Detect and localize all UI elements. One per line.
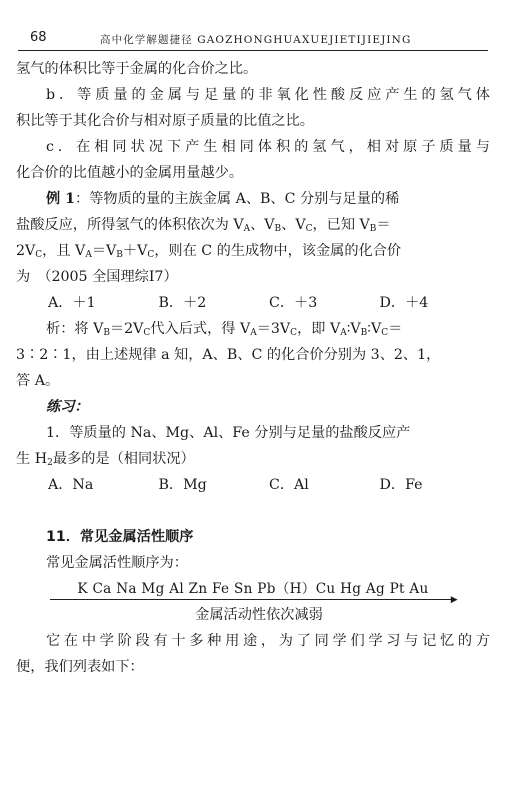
page-header [18, 28, 488, 51]
example-text-3a: 2V [16, 243, 36, 259]
paragraph-c-line1: c．在相同状况下产生相同体积的氢气，相对原子质量与 [46, 139, 490, 155]
paragraph-c-line2: 化合价的比值越小的金属用量越少。 [16, 165, 244, 181]
practice-line1: 1．等质量的 Na、Mg、Al、Fe 分别与足量的盐酸反应产 [46, 425, 411, 441]
analysis-text-a: 析：将 V [46, 321, 104, 337]
option-a: A．＋1 [48, 295, 96, 311]
sub-c: C [290, 328, 298, 338]
example-options [16, 290, 490, 316]
sub-c: C [305, 224, 313, 234]
metal-activity-series [50, 576, 458, 605]
sub-a: A [85, 250, 92, 260]
sub-a: A [243, 224, 251, 234]
sub-c: C [381, 328, 389, 338]
sub-b: B [360, 328, 368, 338]
example-label: 例 1 [46, 191, 75, 207]
arrow-right-icon: ▶ [450, 595, 458, 605]
option-c: C．＋3 [269, 295, 318, 311]
option-b: B．＋2 [158, 295, 207, 311]
option-d: D．＋4 [379, 295, 429, 311]
analysis-text-d: ＝3V [256, 321, 291, 337]
example-line4: 为 （2005 全国理综Ⅰ7） [16, 269, 178, 285]
paragraph-a-end: 氢气的体积比等于金属的化合价之比。 [16, 61, 258, 77]
practice-option-d: D．Fe [379, 477, 423, 493]
sub-c: C [143, 328, 151, 338]
practice-label: 练习： [46, 399, 89, 415]
sub-a: A [340, 328, 347, 338]
example-text-3d: ＋V [122, 243, 148, 259]
practice-text-a: 生 H [16, 451, 48, 467]
practice-options [16, 472, 490, 498]
example-text-3c: ＝V [91, 243, 117, 259]
sub-2: 2 [47, 458, 53, 468]
example-text-2: 盐酸反应，所得氢气的体积依次为 V [16, 217, 244, 233]
arrow-line [50, 599, 456, 600]
sub-c: C [35, 250, 43, 260]
closing-line1: 它在中学阶段有十多种用途，为了同学们学习与记忆的方 [46, 633, 490, 649]
closing-line2: 便，我们列表如下： [16, 659, 144, 675]
example-text-3e: ，则在 C 的生成物中，该金属的化合价 [154, 243, 402, 259]
section-title: 11．常见金属活性顺序 [46, 529, 194, 545]
sub-c: C [147, 250, 155, 260]
paragraph-b-line1: b．等质量的金属与足量的非氧化性酸反应产生的氢气体 [46, 87, 490, 103]
practice-option-a: A．Na [48, 477, 94, 493]
page-body [16, 56, 490, 680]
analysis-line1: 析：将 $V_B=2V_C$代入后式，得 $V_A=3V_C$，即 $V_A∶V_B∶V_C=$ [46, 321, 403, 338]
paragraph-b-line2: 积比等于其化合价与相对原子质量的比值之比。 [16, 113, 314, 129]
example-text-3b: ，且 V [42, 243, 86, 259]
example-line1 [16, 186, 490, 212]
metal-series-text: K Ca Na Mg Al Zn Fe Sn Pb（H）Cu Hg Ag Pt Au [77, 581, 429, 597]
sub-a: A [250, 328, 257, 338]
metal-series-caption: 金属活动性依次减弱 [195, 607, 323, 623]
example-line2: 盐酸反应，所得氢气的体积依次为 $V_A$、$V_B$、$V_C$，已知 $V_B=$ [16, 217, 391, 234]
practice-line2 [16, 446, 490, 472]
page-number: 68 [30, 30, 47, 45]
sub-b: B [274, 224, 282, 234]
analysis-text-c: 代入后式，得 V [150, 321, 251, 337]
analysis-line2: 3∶2∶1，由上述规律 a 知，A、B、C 的化合价分别为 3、2、1， [16, 347, 441, 363]
example-line3 [16, 238, 490, 264]
section-intro: 常见金属活性顺序为： [46, 555, 188, 571]
running-title: 高中化学解题捷径 GAOZHONGHUAXUEJIETIJIEJING [100, 34, 412, 46]
blank-line [16, 498, 490, 524]
sub-b: B [103, 328, 110, 338]
analysis-text-b: ＝2V [109, 321, 144, 337]
practice-text-b: 最多的是（相同状况） [52, 451, 195, 467]
example-text-1: ：等物质的量的主族金属 A、B、C 分别与足量的稀 [75, 191, 400, 207]
practice-option-c: C．Al [269, 477, 309, 493]
sub-b: B [116, 250, 123, 260]
sub-b: B [369, 224, 377, 234]
practice-option-b: B．Mg [158, 477, 207, 493]
analysis-line3: 答 A。 [16, 373, 60, 389]
analysis-text-e: ，即 V [297, 321, 341, 337]
